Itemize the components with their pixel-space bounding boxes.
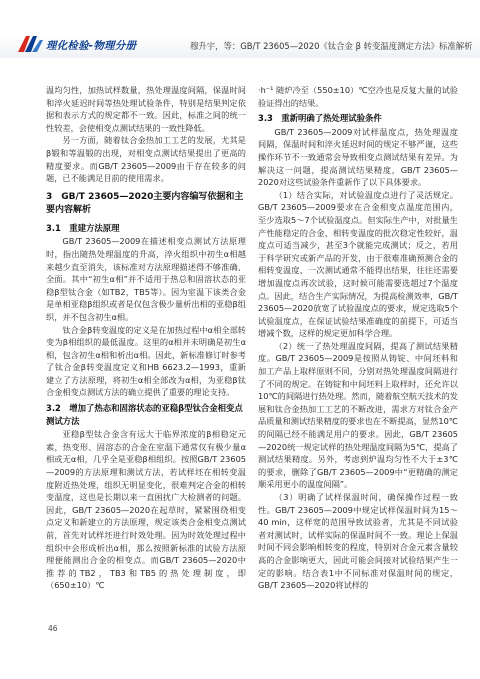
left-column (46, 84, 246, 592)
right-paragraph-4: （2）统一了热处理温度间隔，提高了测试结果精度。GB/T 23605—2009是按照从铸锭、中间坯料和加工产品上取样原则不同，分别对热处理温度间隔进行了不同的规定。在铸锭和中间坯料上取样时，还允许以10℃的间隔进行热处理。然而，随着航空航天技术的发展和钛合金热加工工艺的不断改进，需求方对钛合金产品质量和测试结果精度的要求也在不断提高，显然10℃的间隔已经不能满足用户的要求。因此，GB/T 23605—2020统一规定试样的热处理温度间隔为5℃，提高了测试结果精度。另外，考虑到炉温均匀性不大于±3℃的要求，删除了GB/T 23605—2009中“更精确的测定顺采用更小的温度间隔”。 (258, 340, 458, 490)
section-3-1-heading: 3.1 重建方法原理 (46, 222, 120, 233)
journal-logo (16, 32, 164, 58)
section-3-heading: 3 GB/T 23605—2020主要内容编写依据和主要内容解析 (46, 191, 244, 216)
journal-logo-text: 理化检验-物理分册 (46, 40, 137, 52)
right-column (258, 84, 458, 592)
left-paragraph-2: 另一方面，随着钛合金热加工工艺的发展，尤其是β锻和等温锻的出现，对相变点测试结果提出了更高的精度要求。而GB/T 23605—2009由于存在较多的问题，已不能满足目前的使用需求。 (46, 135, 246, 184)
right-paragraph-1: ·h⁻¹ 随炉冷至（550±10）℃空冷也是反复大量的试验验证得出的结果。 (258, 85, 458, 108)
running-title: 穆升宇，等：GB/T 23605—2020《钛合金 β 转变温度测定方法》标准解析 (190, 41, 473, 51)
left-paragraph-3: GB/T 23605—2009在描述相变点测试方法原理时，指出随热处理温度的升高，淬火组织中初生α相越来越少直至消失，该标准对方法原理描述得不够准确、全面。其中“初生α相”并不适用于热总和固溶状态的亚稳β型钛合金（如TB2，TB5等）。因为室温下该类合金是单相亚稳β组织或者是仅包含极少量析出相的亚稳β组织，并不包含初生α相。 (46, 236, 246, 322)
right-paragraph-5: （3）明确了试样保温时间，确保操作过程一致性。GB/T 23605—2009中规定试样保温时间为15～40 min，这样宽的范围导致试验者，尤其是不同试验者对测试时，试样实际的保温时间不一致。理论上保温时间不同会影响相转变的程度，特别对合金元素含量较高的合金影响更大，因此可能会间接对试验结果产生一定的影响。结合表1中不同标准对保温时间的规定，GB/T 23605—2020将试样的 (258, 492, 458, 591)
right-paragraph-2: GB/T 23605—2009对试样温度点，热处理温度间隔，保温时间和淬火延迟时间的规定不够严谨，这些操作环节不一致通常会导致相变点测试结果有差异。为解决这一问题，提高测试结果精度，GB/T 23605—2020对这些试验条件重新作了以下具体要求。 (258, 126, 458, 188)
left-paragraph-5: 亚稳β型钛合金含有远大于临界浓度的β相稳定元素，热变形、固溶态的合金在室温下通常仅有极少量α相或无α相，几乎全是亚稳β相组织。按照GB/T 23605—2009的方法原理和测试方法，若试样坯在相转变温度附近热处理，组织无明显变化，很难判定合金的相转变温度，这也是长期以来一直困扰广大检测者的问题。因此，GB/T 23605—2020在起草时，紧紧围绕相变点定义和新建立的方法原理，规定该类合金相变点测试前，首先对试样坯进行时效处理。因为时效处理过程中组织中会形成析出α相，那么按照新标准的试验方法原理便能测出合金的相变点。而GB/T 23605—2020中推荐的TB2，TB3和TB5的热处理制度，即（650±10）℃ (46, 429, 246, 591)
page-header (0, 0, 480, 70)
right-paragraph-3: （1）结合实际，对试验温度点进行了灵活规定。GB/T 23605—2009要求在合金相变点温度范围内，至少选取5～7个试验温度点。但实际生产中，对批量生产性能稳定的合金，相转变温度的批次稳定性较好，温度点可适当减少，甚至3个就能完成测试；反之，若用于科学研究或新产品的开发，由于很难准确预测合金的相转变温度，一次测试通常不能得出结果，往往还需要增加温度点再次试验，这时候可能需要选超过7个温度点。因此，结合生产实际情况，为提高检测效率，GB/T 23605—2020放宽了试验温度点的要求，规定选取5个试验温度点，在保证试验结果准确度的前提下，可适当增减个数，这样的规定更加科学合理。 (258, 189, 458, 339)
page-number: 46 (48, 624, 58, 633)
left-paragraph-4: 钛合金β转变温度的定义是在加热过程中α相全部转变为β相组织的最低温度。这里的α相并未明确是初生α相，包含初生α相和析出α相。因此，新标准修订时参考了钛合金β转变温度定义和HB 6623.2—1993，重新建立了方法原理，将初生α相全部改为α相，为亚稳β钛合金相变点测试方法的确立提供了重要的理论支持。 (46, 324, 246, 398)
left-paragraph-1: 温均匀性，加热试样数量，热处理温度间隔，保温时间和淬火延迟时间等热处理试验条件，特别是结果判定依据和表示方式的规定都不一致。因此，标准之间的统一性较差，会使相变点测试结果的一致性降低。 (46, 85, 246, 133)
section-3-3-heading: 3.3 重新明确了热处理试验条件 (258, 113, 382, 124)
section-3-2-heading: 3.2 增加了热态和固溶状态的亚稳β型钛合金相变点测试方法 (46, 403, 243, 426)
